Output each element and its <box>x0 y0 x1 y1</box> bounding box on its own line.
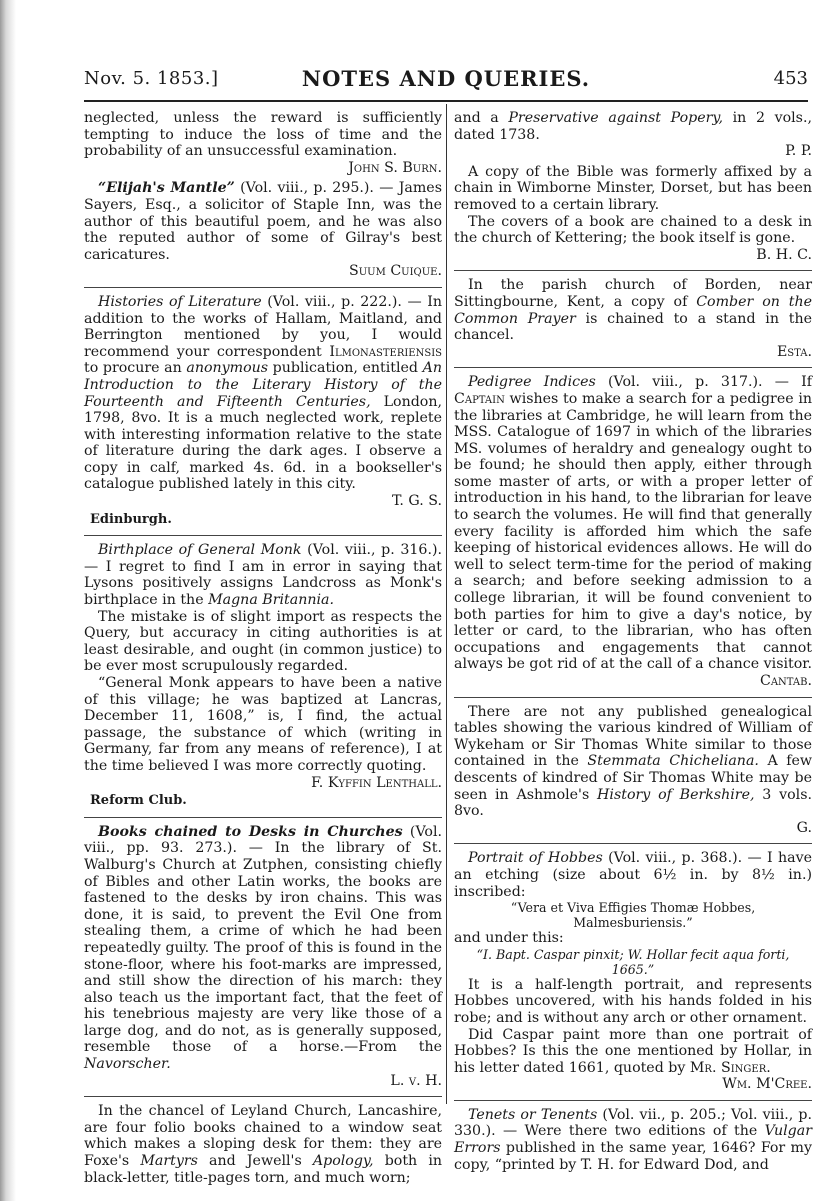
entry-heading: Birthplace of General Monk <box>98 542 302 559</box>
entry-leyland-church <box>84 1103 442 1186</box>
entry-text: The covers of a book are chained to a desk in the church of Kettering; the book itself is gone. <box>454 213 812 247</box>
book-title: Comber on the Common Prayer <box>454 293 812 327</box>
entry-text: publication, entitled <box>268 360 423 377</box>
entry-heading: Histories of Literature <box>98 293 262 310</box>
entry-heading: Portrait of Hobbes <box>468 850 603 867</box>
header-title: NOTES AND QUERIES. <box>301 66 591 91</box>
entry-wimborne-minster <box>454 164 812 264</box>
left-column <box>84 110 442 1190</box>
entry-signature: Esta. <box>776 343 812 360</box>
entry-text: London, 1798, 8vo. It is a much neglected work, replete with interesting information relative to the state of literature during the dark ages. I observe a copy in calf, marked 4s. 6d. in a bookseller's catalogue published lately in this city. <box>84 393 442 493</box>
book-title: An Introduction to the Literary History of the Fourteenth and Fifteenth Centuries, <box>84 360 442 410</box>
correspondent-name: Mr. Singer. <box>689 1059 771 1076</box>
entry-text: (Vol. vii., p. 205.; Vol. viii., p. 330.). — Were there two editions of the <box>454 1106 812 1140</box>
inscription-quote: “Vera et Viva Effigies Thomæ Hobbes, Malmesburiensis.” <box>510 900 756 931</box>
entry-location: Reform Club. <box>90 793 187 809</box>
entry-signature: Cantab. <box>759 673 812 689</box>
book-title: Magna Britannia. <box>208 592 334 609</box>
entry-text: (Vol. viii., pp. 93. 273.). — In the library of St. Walburg's Church at Zutphen, consisting chiefly of Bibles and other Latin works, the books are fastened to the desks by iron chains. This was done, it is said, to prevent the Evil One from stealing them, a crime of which he had been repeatedly guilty. The proof of this is found in the stone-floor, where his foot-marks are impressed, and still show the direction of his march: they also teach us the important fact, that the feet of his tenebrious majesty are very like those of a large dog, and do not, as is generally supposed, resemble those of a horse.—From the <box>84 823 442 1056</box>
entry-text: in 2 vols., dated 1738. <box>454 110 812 143</box>
entry-rule <box>84 287 442 288</box>
entry-rule <box>454 697 812 698</box>
entry-text: anonymous <box>186 360 269 377</box>
entry-heading: Pedigree Indices <box>468 374 596 391</box>
entry-text: (Vol. viii., p. 368.). — I have an etching (size about 6½ in. by 8½ in.) inscribed: <box>454 850 812 900</box>
running-header <box>84 62 808 96</box>
book-title: Stemmata Chicheliana. <box>587 753 759 770</box>
book-title: Vulgar Errors <box>454 1123 812 1157</box>
book-title: Preservative against Popery, <box>508 110 724 126</box>
entry-continued-right <box>454 110 812 160</box>
inscription-quote: “I. Bapt. Caspar pinxit; W. Hollar fecit aqua forti, 1665.” <box>476 946 790 977</box>
entry-heading: Tenets or Tenents <box>468 1106 598 1123</box>
entry-pedigree-indices <box>454 374 812 689</box>
entry-text: The mistake is of slight import as respects the Query, but accuracy in citing authorities is at least desirable, and ought (in common justice) to be ever most scrupulously regarded. <box>84 608 442 675</box>
entry-text: (Vol. viii., p. 317.). — If <box>595 374 813 391</box>
entry-text: (Vol. viii., p. 222.). — In addition to the works of Hallam, Maitland, and Berrington mentioned by you, I would recommend your correspondent <box>84 293 442 360</box>
entry-text: and Jewell's <box>197 1153 313 1170</box>
entry-borden-church <box>454 277 812 360</box>
entry-text: There are not any published genealogical tables showing the various kindred of William of Wykeham or Sir Thomas White similar to those contained in the <box>454 703 812 770</box>
entry-text: A few descents of kindred of Sir Thomas White may be seen in Ashmole's <box>454 753 812 803</box>
entry-signature: B. H. C. <box>756 246 812 263</box>
entry-rule <box>454 843 812 844</box>
column-divider <box>446 104 447 1104</box>
entry-text: published in the same year, 1646? For my copy, “printed by T. H. for Edward Dod, and <box>454 1140 812 1173</box>
entry-rule <box>84 817 442 818</box>
entry-location: Edinburgh. <box>90 511 172 527</box>
entry-text: In the parish church of Borden, near Sittingbourne, Kent, a copy of <box>454 277 812 310</box>
correspondent-name: Ilmonasteriensis <box>329 343 442 360</box>
entry-rule <box>84 1096 442 1097</box>
entry-heading: “Elijah's Mantle” <box>98 180 235 197</box>
entry-signature: F. Kyffin Lenthall. <box>311 774 442 791</box>
entry-text: both in black-letter, title-pages torn, and much worn; <box>84 1153 442 1186</box>
entry-text: neglected, unless the reward is sufficiently tempting to induce the loss of time and the probability of an unsuccessful examination. <box>84 110 442 160</box>
book-title: Navorscher. <box>84 1056 171 1073</box>
entry-text: It is a half-length portrait, and represents Hobbes uncovered, with his hands folded in his robe; and is without any arch or other ornament. <box>454 976 812 1026</box>
entry-text: and under this: <box>454 930 564 947</box>
entry-text: (Vol. viii., p. 295.). — James Sayers, Esq., a solicitor of Staple Inn, was the author of this beautiful poem, and he was also the reputed author of some of Gilray's best caricatures. <box>84 180 442 263</box>
entry-text: is chained to a stand in the chancel. <box>454 310 812 344</box>
header-date: Nov. 5. 1853.] <box>84 68 219 89</box>
entry-signature: G. <box>796 819 812 836</box>
entry-text: 3 vols. 8vo. <box>454 786 812 820</box>
entry-rule <box>454 367 812 368</box>
header-rule <box>84 100 808 102</box>
entry-signature: Suum Cuique. <box>349 263 442 280</box>
entry-heading: Books chained to Desks in Churches <box>98 823 403 840</box>
book-title: Apology, <box>312 1153 374 1170</box>
entry-continued <box>84 110 442 176</box>
entry-text: wishes to make a search for a pedigree in the libraries at Cambridge, he will learn from the MSS. Catalogue of 1697 in which of the libraries MS. volumes of heraldry and genealogy ought to be found; he should then apply, either through some master of arts, or with a proper letter of introduction in his hand, to the librarian for leave to search the volumes. He will find that generally every facility is afforded him which the safe keeping of historical evidences allows. He will do well to select term-time for the period of making a search; and before seeking admission to a college librarian, it will be found convenient to both parties for him to give a day's notice, by letter or card, to the librarian, who has often occupations and engagements that cannot always be got rid of at the call of a chance visitor. <box>454 390 812 673</box>
entry-signature: Wm. M'Cree. <box>722 1076 812 1093</box>
entry-portrait-of-hobbes <box>454 850 812 1093</box>
entry-histories-of-literature <box>84 294 442 528</box>
entry-text: (Vol. viii., p. 316.). — I regret to find I am in error in saying that Lysons positively assigns Landcross as Monk's birthplace in the <box>84 542 443 609</box>
entry-text: A copy of the Bible was formerly affixed by a chain in Wimborne Minster, Dorset, but has been removed to a certain library. <box>454 163 812 213</box>
book-title: Martyrs <box>140 1153 198 1170</box>
entry-elijahs-mantle <box>84 180 442 280</box>
scan-page-edge <box>0 0 16 1201</box>
entry-genealogical-tables <box>454 704 812 837</box>
page-number: 453 <box>773 68 808 89</box>
entry-signature: T. G. S. <box>392 493 442 510</box>
entry-signature: P. P. <box>785 143 812 160</box>
right-column <box>454 110 812 1177</box>
entry-rule <box>84 535 442 536</box>
entry-signature: L. v. H. <box>390 1072 442 1089</box>
book-title: History of Berkshire, <box>597 786 755 803</box>
entry-text: “General Monk appears to have been a native of this village; he was baptized at Lancras, December 11, 1608,” is, I find, the actual passage, the substance of which (writing in Germany, far from any means of reference), I at the time believed I was more correctly quoting. <box>84 675 442 774</box>
entry-text: Did Caspar paint more than one portrait of Hobbes? Is this the one mentioned by Hollar, in his letter dated 1661, quoted by <box>454 1026 812 1076</box>
entry-birthplace-general-monk <box>84 542 442 810</box>
entry-tenets-or-tenents <box>454 1107 812 1173</box>
entry-books-chained <box>84 824 442 1090</box>
entry-text: and a <box>454 110 509 126</box>
entry-text: In the chancel of Leyland Church, Lancashire, are four folio books chained to a window seat which makes a sloping desk for them: they are Foxe's <box>84 1103 442 1170</box>
correspondent-name: Captain <box>454 390 505 407</box>
entry-text: to procure an <box>84 360 187 377</box>
entry-rule <box>454 270 812 271</box>
entry-rule <box>454 1100 812 1101</box>
entry-signature: John S. Burn. <box>348 159 442 176</box>
